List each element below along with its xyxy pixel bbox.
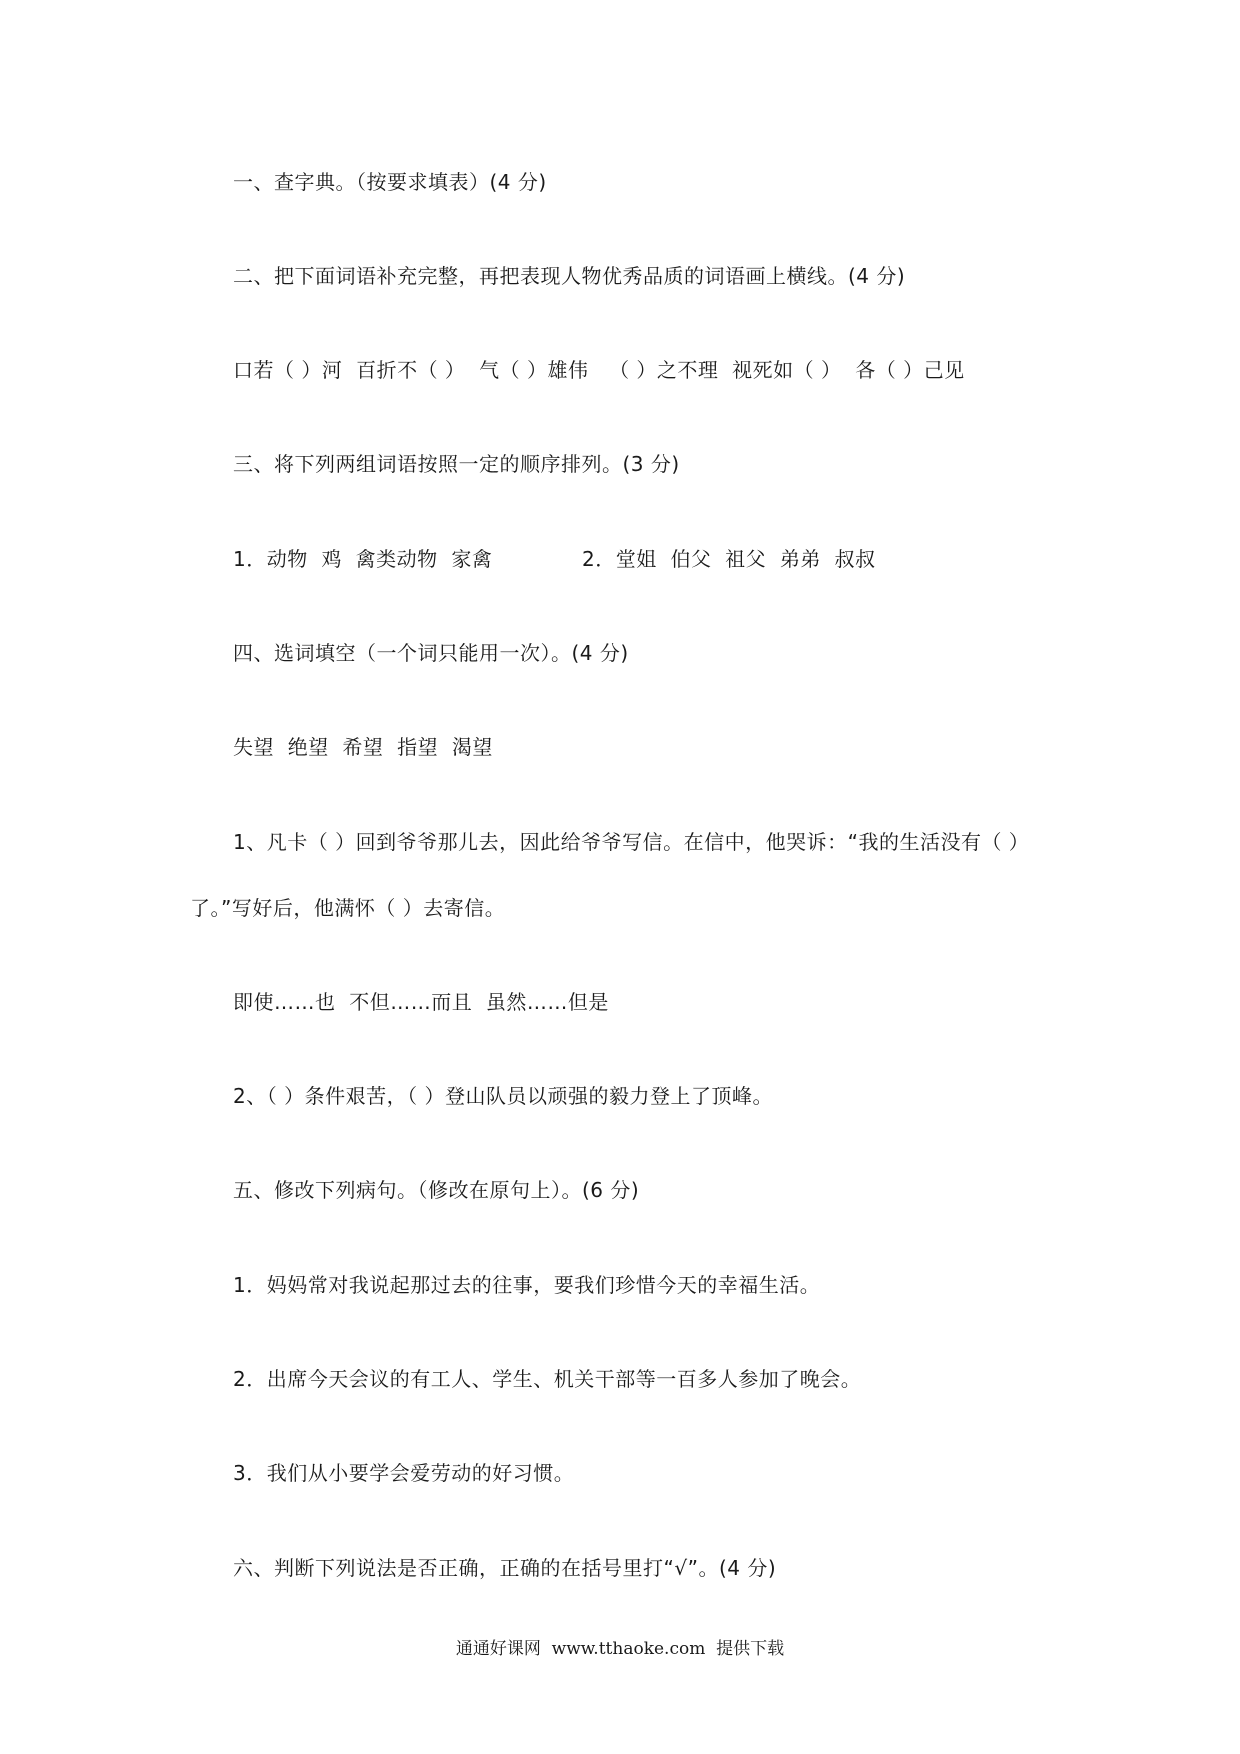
section-5-item-2: 2．出席今天会议的有工人、学生、机关干部等一百多人参加了晚会。 bbox=[233, 1367, 862, 1391]
section-6-heading: 六、判断下列说法是否正确，正确的在括号里打“√”。(4 分) bbox=[233, 1556, 777, 1580]
footer-download-note: 通通好课网 www.tthaoke.com 提供下载 bbox=[455, 1639, 785, 1659]
section-5-item-1: 1．妈妈常对我说起那过去的往事，要我们珍惜今天的幸福生活。 bbox=[233, 1273, 821, 1297]
section-5-item-3: 3．我们从小要学会爱劳动的好习惯。 bbox=[233, 1461, 575, 1485]
section-3-heading: 三、将下列两组词语按照一定的顺序排列。(3 分) bbox=[233, 452, 680, 476]
section-3-group-1: 1．动物 鸡 禽类动物 家禽 bbox=[233, 547, 493, 571]
section-4-question-1-line-2: 了。”写好后，他满怀（ ）去寄信。 bbox=[190, 896, 506, 920]
section-2-words: 口若（ ）河 百折不（ ） 气（ ）雄伟 （ ）之不理 视死如（ ） 各（ ）己见 bbox=[233, 358, 965, 382]
section-1-heading: 一、查字典。（按要求填表）(4 分) bbox=[233, 170, 547, 194]
section-4-word-bank-2: 即使……也 不但……而且 虽然……但是 bbox=[233, 990, 609, 1014]
section-3-group-2: 2．堂姐 伯父 祖父 弟弟 叔叔 bbox=[582, 547, 876, 571]
section-5-heading: 五、修改下列病句。（修改在原句上）。(6 分) bbox=[233, 1178, 640, 1202]
section-4-word-bank-1: 失望 绝望 希望 指望 渴望 bbox=[233, 735, 493, 759]
section-2-heading: 二、把下面词语补充完整，再把表现人物优秀品质的词语画上横线。(4 分) bbox=[233, 264, 906, 288]
section-4-question-2: 2、（ ）条件艰苦，（ ）登山队员以顽强的毅力登上了顶峰。 bbox=[233, 1084, 773, 1108]
section-4-heading: 四、选词填空（一个词只能用一次）。(4 分) bbox=[233, 641, 629, 665]
section-4-question-1-line-1: 1、凡卡（ ）回到爷爷那儿去，因此给爷爷写信。在信中，他哭诉：“我的生活没有（ ） bbox=[233, 830, 1030, 854]
